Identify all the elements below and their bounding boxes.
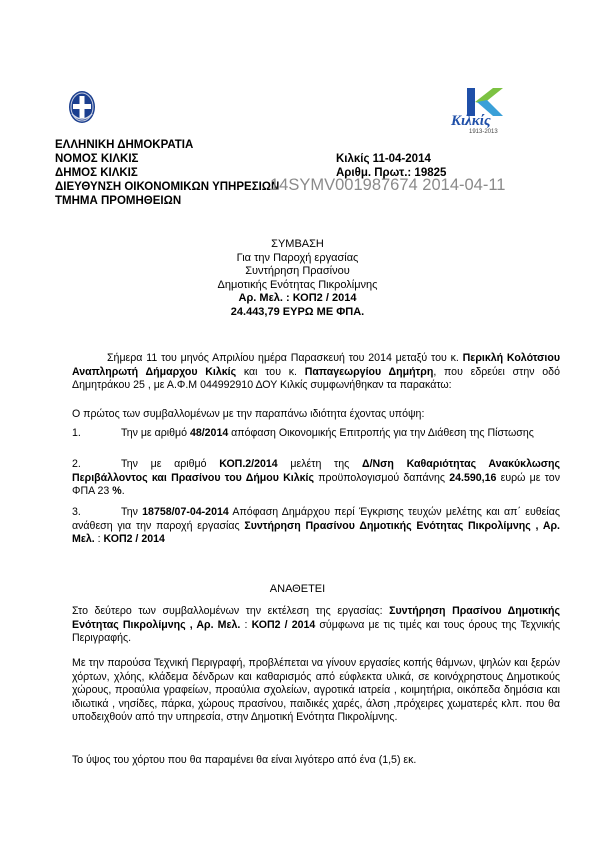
contract-unit: Δημοτικής Ενότητας Πικρολίμνης [217, 278, 378, 291]
assignment-paragraph [72, 605, 560, 646]
contract-study-number: Αρ. Μελ. : ΚΟΠ2 / 2014 [238, 292, 357, 305]
study-code: ΚΟΠ.2/2014 [219, 458, 278, 470]
percent-sign: % [112, 485, 122, 498]
intro-text: Σήμερα 11 του μηνός Απριλίου ημέρα Παρασκευή του 2014 μεταξύ του κ. [107, 352, 463, 364]
logo-years: 1913-2013 [469, 129, 498, 135]
header-directorate: ΔΙΕΥΘΥΝΣΗ ΟΙΚΟΝΟΜΙΚΩΝ ΥΠΗΡΕΣΙΩΝ [55, 181, 280, 193]
work-title: Συντήρηση Πρασίνου Δημοτικής Ενότητας Πικρολίμνης , Αρ. Μελ. [72, 605, 560, 631]
contract-subject: Για την Παροχή εργασίας [236, 251, 359, 264]
item-text-part: : [94, 533, 104, 546]
item-text-part: ευρώ με τον ΦΠΑ 23 [72, 471, 560, 498]
assignment-text: Στο δεύτερο των συμβαλλομένων την εκτέλεση της εργασίας: [72, 605, 390, 617]
grass-height-note: Το ύψος του χόρτου που θα παραμένει θα είναι λιγότερο από ένα (1,5) εκ. [72, 754, 417, 766]
hellenic-republic-emblem [68, 90, 96, 124]
item-text-part: Απόφαση Δημάρχου περί Έγκρισης τευχών μελέτης και απ΄ ευθείας ανάθεση για την παροχή εργασίας [72, 506, 560, 532]
study-code: ΚΟΠ2 / 2014 [251, 618, 316, 631]
budget-amount: 24.590,16 [449, 471, 497, 484]
intro-paragraph [72, 352, 560, 393]
contract-heading: ΣΥΜΒΑΣΗ [271, 238, 324, 250]
item-text-part: . [121, 485, 125, 498]
item-text [72, 427, 560, 441]
work-title: Συντήρηση Πρασίνου Δημοτικής Ενότητας Πικρολίμνης , Αρ. Μελ. [72, 519, 560, 546]
item-text [72, 458, 560, 499]
mayor-decision-number: 18758/07-04-2014 [142, 506, 229, 518]
header-country: ΕΛΛΗΝΙΚΗ ΔΗΜΟΚΡΑΤΙΑ [55, 139, 194, 151]
assignment-heading: ΑΝΑΘΕΤΕΙ [269, 583, 326, 595]
issuer-block [55, 138, 279, 208]
header-prefecture: ΝΟΜΟΣ ΚΙΛΚΙΣ [55, 153, 139, 165]
assignment-text: σύμφωνα με τις τιμές και τους όρους της Τεχνικής Περιγραφής. [72, 618, 560, 645]
item-number: 2. [72, 458, 81, 470]
item-text-part: Την με αριθμό [121, 458, 220, 470]
item-text-part: Την [121, 506, 143, 518]
study-code: ΚΟΠ2 / 2014 [103, 533, 165, 546]
decision-number: 48/2014 [189, 427, 229, 439]
contract-title-block [0, 238, 595, 320]
item-text-part: Την με αριθμό [121, 427, 190, 439]
header-department: ΤΜΗΜΑ ΠΡΟΜΗΘΕΙΩΝ [55, 195, 182, 207]
considerations-lead: Ο πρώτος των συμβαλλομένων με την παραπάνω ιδιότητα έχοντας υπόψη: [72, 408, 425, 420]
deputy-mayor-name: Περικλή Κολότσιου Αναπληρωτή Δήμαρχου Κιλκίς [72, 352, 561, 378]
consideration-item-3 [72, 506, 560, 547]
protocol-number: Αριθμ. Πρωτ.: 19825 [336, 167, 447, 179]
assignment-text: : [240, 618, 252, 631]
item-number: 1. [72, 427, 81, 439]
technical-description: Με την παρούσα Τεχνική Περιγραφή, προβλέπεται να γίνουν εργασίες κοπής θάμνων, ψηλών και ξερών χόρτων, χλόης, κλάδεμα δένδρων και καθαρισμός από εύφλεκτα υλικά, σε κοινόχρηστους Δημοτικούς χώρους, προαύλια γραφείων, προαύλια σχολείων, αγροτικά ιατρεία , κοιμητήρια, οικόπεδα δημόσια και ιδιωτικά , νησίδες, πάρκα, χώρους πρασίνου, παιδικές χαρές, άλση ,πρόχειρες χωματερές κλπ. που θα υποδειχθούν από την υπηρεσία, στην Δημοτική Ενότητα Πικρολίμνης. [72, 657, 560, 724]
kilkis-municipality-logo [443, 86, 521, 134]
item-text-part: μελέτη της [277, 458, 362, 470]
logo-wordmark: Κιλκίς [451, 113, 491, 129]
item-number: 3. [72, 506, 81, 518]
intro-text: , που εδρεύει στην οδό Δημητράκου 25 , με Α.Φ.Μ 044992910 ΔΟΥ Κιλκίς συμφωνήθηκαν τα παρακάτω: [72, 365, 560, 392]
directorate-name: Δ/Νση Καθαριότητας Ανακύκλωσης Περιβάλλοντος και Πρασίνου του Δήμου Κιλκίς [72, 458, 561, 484]
item-text-part: προϋπολογισμού δαπάνης [314, 471, 450, 484]
contractor-name: Παπαγεωργίου Δημήτρη [304, 365, 434, 378]
consideration-item-2 [72, 458, 560, 499]
document-date: Κιλκίς 11-04-2014 [336, 153, 431, 165]
contract-amount: 24.443,79 ΕΥΡΩ ΜΕ ΦΠΑ. [230, 305, 365, 318]
contract-work: Συντήρηση Πρασίνου [245, 265, 350, 278]
intro-text: και του κ. [236, 365, 305, 378]
consideration-item-1 [72, 427, 560, 441]
header-municipality: ΔΗΜΟΣ ΚΙΛΚΙΣ [55, 167, 138, 179]
registry-watermark: 14SYMV001987674 2014-04-11 [270, 176, 506, 194]
item-text [72, 506, 560, 547]
item-text-part: απόφαση Οικονομικής Επιτροπής για την Διάθεση της Πίστωσης [228, 427, 534, 439]
